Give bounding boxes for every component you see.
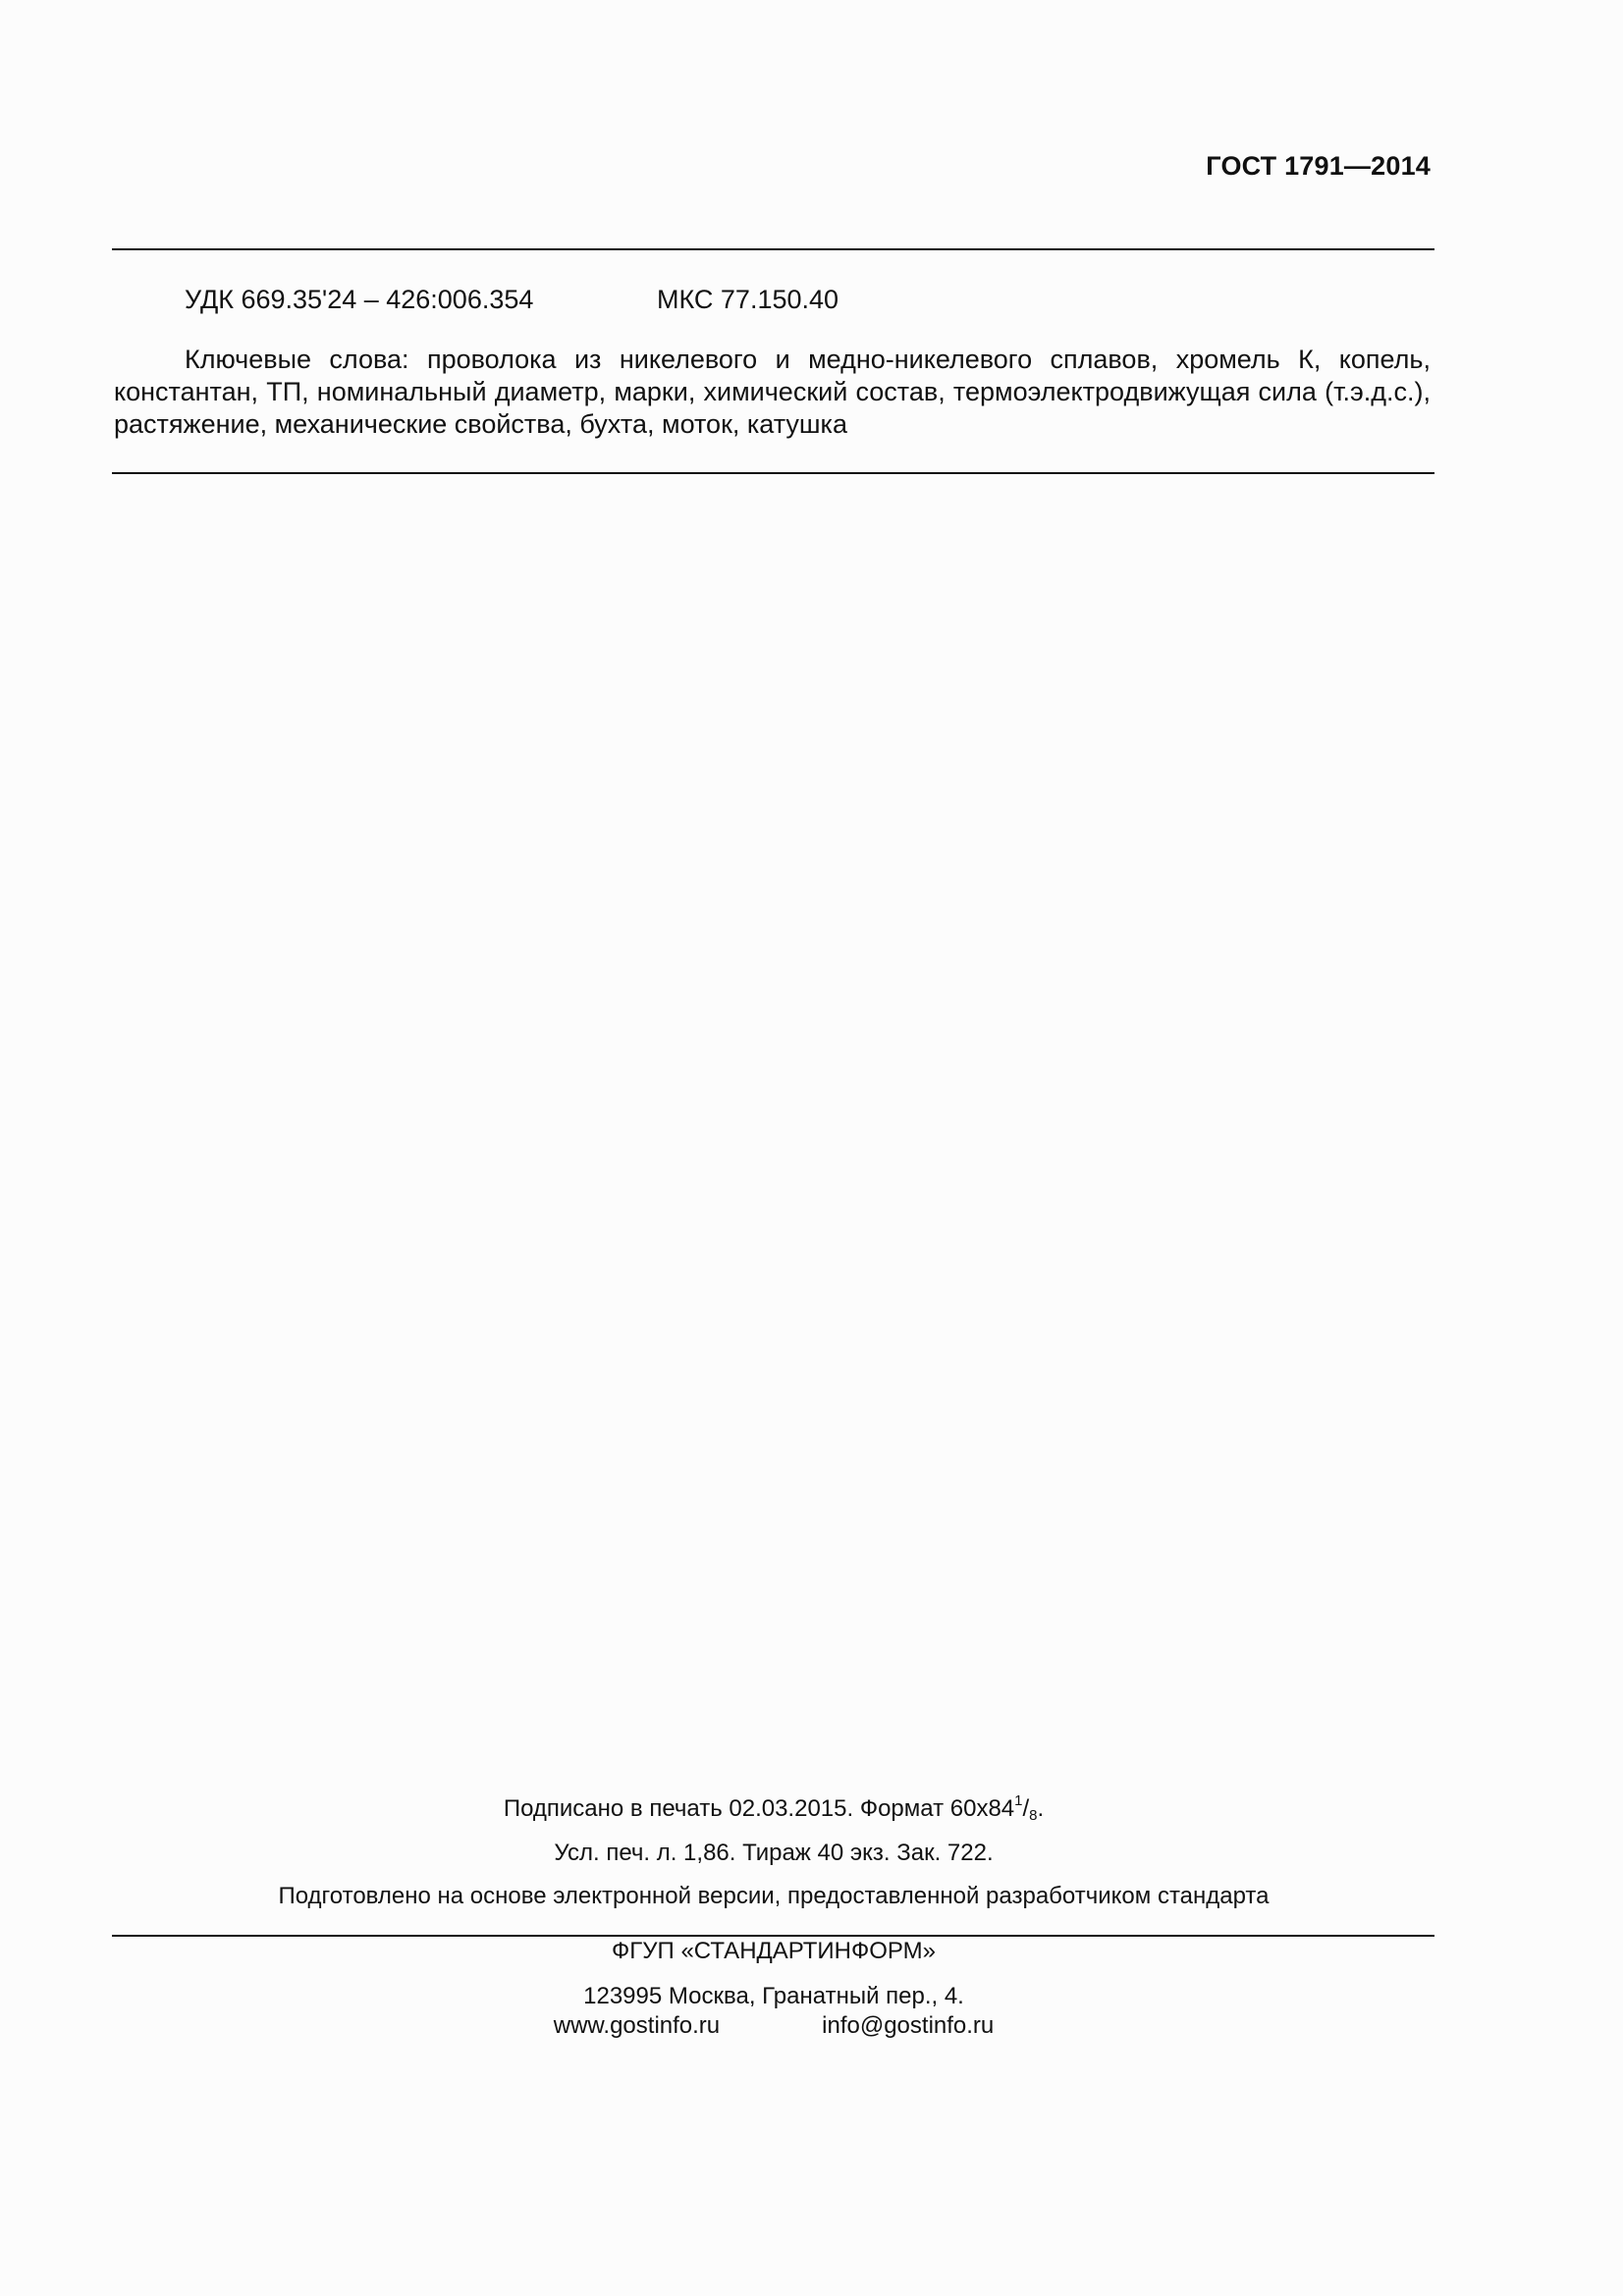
publisher-divider	[112, 1935, 1434, 1937]
signed-for-print-line	[0, 1792, 1547, 1824]
print-info-line: Усл. печ. л. 1,86. Тираж 40 экз. Зак. 722.	[554, 1840, 994, 1866]
publisher-contacts	[0, 2012, 1547, 2040]
format-period: .	[1037, 1795, 1045, 1822]
publisher-address: 123995 Москва, Гранатный пер., 4.	[583, 1983, 964, 2009]
format-slash: /	[1022, 1795, 1030, 1822]
format-numerator: 1	[1014, 1792, 1023, 1809]
website-link[interactable]: www.gostinfo.ru	[553, 2012, 721, 2039]
document-code: ГОСТ 1791—2014	[1206, 151, 1431, 181]
top-divider	[112, 248, 1434, 250]
email-link[interactable]: info@gostinfo.ru	[822, 2012, 995, 2039]
udk-code: УДК 669.35'24 – 426:006.354	[185, 285, 534, 314]
keywords-paragraph: Ключевые слова: проволока из никелевого и медно-никелевого сплавов, хромель К, копель, константан, ТП, номинальный диаметр, марки, химический состав, термоэлектродвижущая сила (т.э.д.с.), растяжение, механические свойства, бухта, моток, катушка	[114, 345, 1431, 439]
mks-code: МКС 77.150.40	[657, 285, 839, 314]
publisher-name: ФГУП «СТАНДАРТИНФОРМ»	[612, 1938, 936, 1964]
format-denominator: 8	[1029, 1807, 1038, 1824]
prepared-note: Подготовлено на основе электронной версии, предоставленной разработчиком стандарта	[278, 1883, 1270, 1909]
keywords-divider	[112, 472, 1434, 474]
signed-for-print-text: Подписано в печать 02.03.2015. Формат 60х84	[503, 1795, 1015, 1822]
